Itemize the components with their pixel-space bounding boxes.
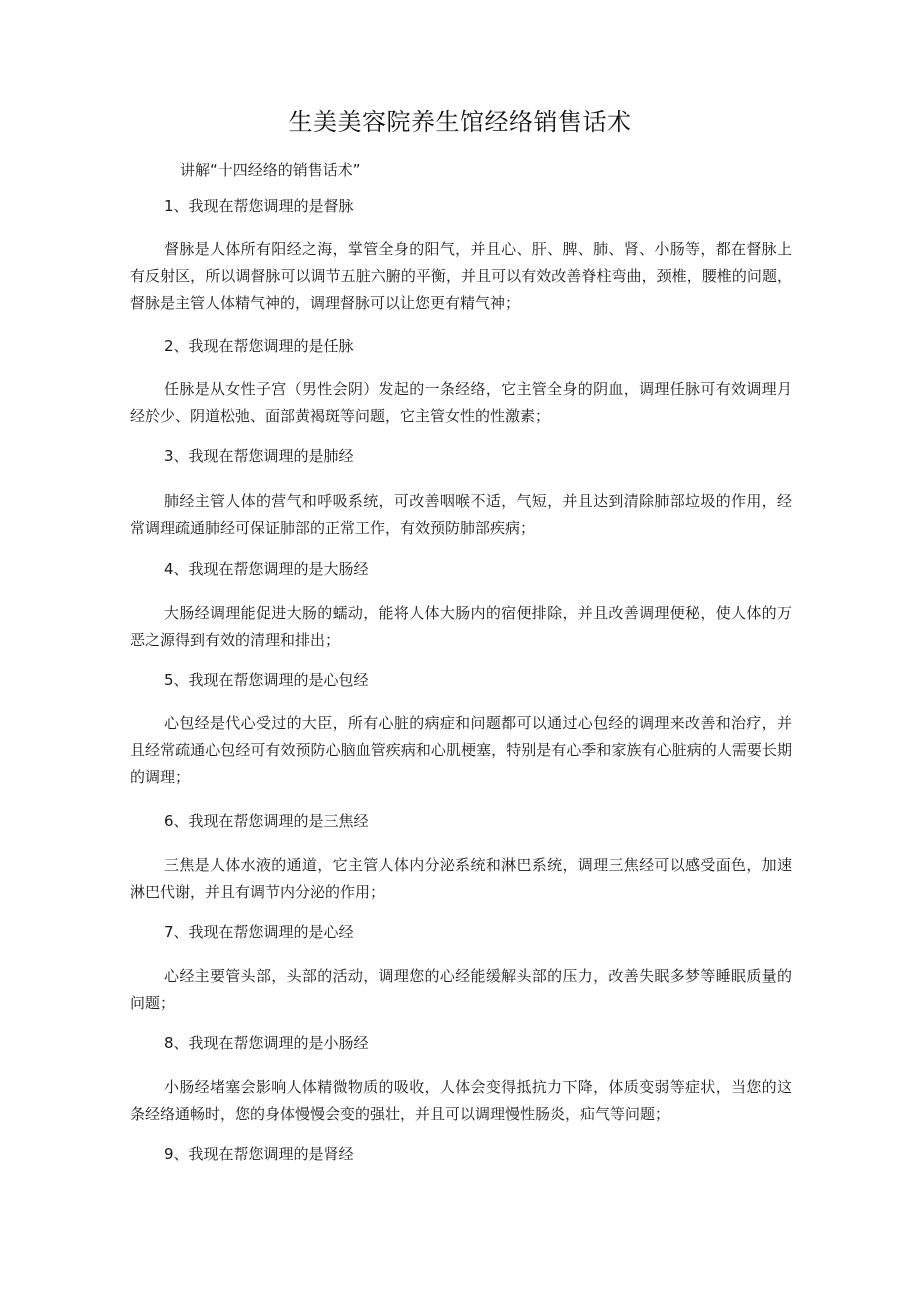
section-body-3: 肺经主管人体的营气和呼吸系统，可改善咽喉不适，气短，并且达到清除肺部垃圾的作用，经常调理疏通肺经可保证肺部的正常工作，有效预防肺部疾病； bbox=[130, 492, 792, 537]
section-heading-8: 8、我现在帮您调理的是小肠经 bbox=[164, 1034, 369, 1052]
section-heading-4: 4、我现在帮您调理的是大肠经 bbox=[164, 560, 369, 578]
section-body-2: 任脉是从女性子宫（男性会阴）发起的一条经络，它主管全身的阴血，调理任脉可有效调理月经於少、阴道松弛、面部黄褐斑等问题，它主管女性的性激素； bbox=[130, 380, 792, 425]
section-body-5: 心包经是代心受过的大臣，所有心脏的病症和问题都可以通过心包经的调理来改善和治疗，并且经常疏通心包经可有效预防心脑血管疾病和心肌梗塞，特别是有心季和家族有心脏病的人需要长期的调理； bbox=[130, 714, 792, 786]
section-heading-9: 9、我现在帮您调理的是肾经 bbox=[164, 1145, 354, 1163]
section-heading-2: 2、我现在帮您调理的是任脉 bbox=[164, 337, 354, 355]
intro-line: 讲解“十四经络的销售话术” bbox=[180, 161, 361, 179]
section-body-6: 三焦是人体水液的通道，它主管人体内分泌系统和淋巴系统，调理三焦经可以感受面色，加速淋巴代谢，并且有调节内分泌的作用； bbox=[130, 856, 792, 901]
document-title: 生美美容院养生馆经络销售话术 bbox=[288, 108, 632, 136]
section-body-7: 心经主要管头部，头部的活动，调理您的心经能缓解头部的压力，改善失眠多梦等睡眠质量的问题； bbox=[130, 967, 792, 1012]
section-heading-6: 6、我现在帮您调理的是三焦经 bbox=[164, 812, 369, 830]
section-body-1: 督脉是人体所有阳经之海，掌管全身的阳气，并且心、肝、脾、肺、肾、小肠等，都在督脉上有反射区，所以调督脉可以调节五脏六腑的平衡，并且可以有效改善脊柱弯曲，颈椎，腰椎的问题，督脉是主管人体精气神的，调理督脉可以让您更有精气神； bbox=[130, 240, 792, 312]
section-heading-3: 3、我现在帮您调理的是肺经 bbox=[164, 447, 354, 465]
section-heading-5: 5、我现在帮您调理的是心包经 bbox=[164, 671, 369, 689]
section-body-8: 小肠经堵塞会影响人体精微物质的吸收，人体会变得抵抗力下降，体质变弱等症状，当您的这条经络通畅时，您的身体慢慢会变的强壮，并且可以调理慢性肠炎，疝气等问题； bbox=[130, 1078, 792, 1123]
section-body-4: 大肠经调理能促进大肠的蠕动，能将人体大肠内的宿便排除，并且改善调理便秘，使人体的万恶之源得到有效的清理和排出； bbox=[130, 604, 792, 649]
section-heading-7: 7、我现在帮您调理的是心经 bbox=[164, 923, 354, 941]
section-heading-1: 1、我现在帮您调理的是督脉 bbox=[164, 197, 354, 215]
